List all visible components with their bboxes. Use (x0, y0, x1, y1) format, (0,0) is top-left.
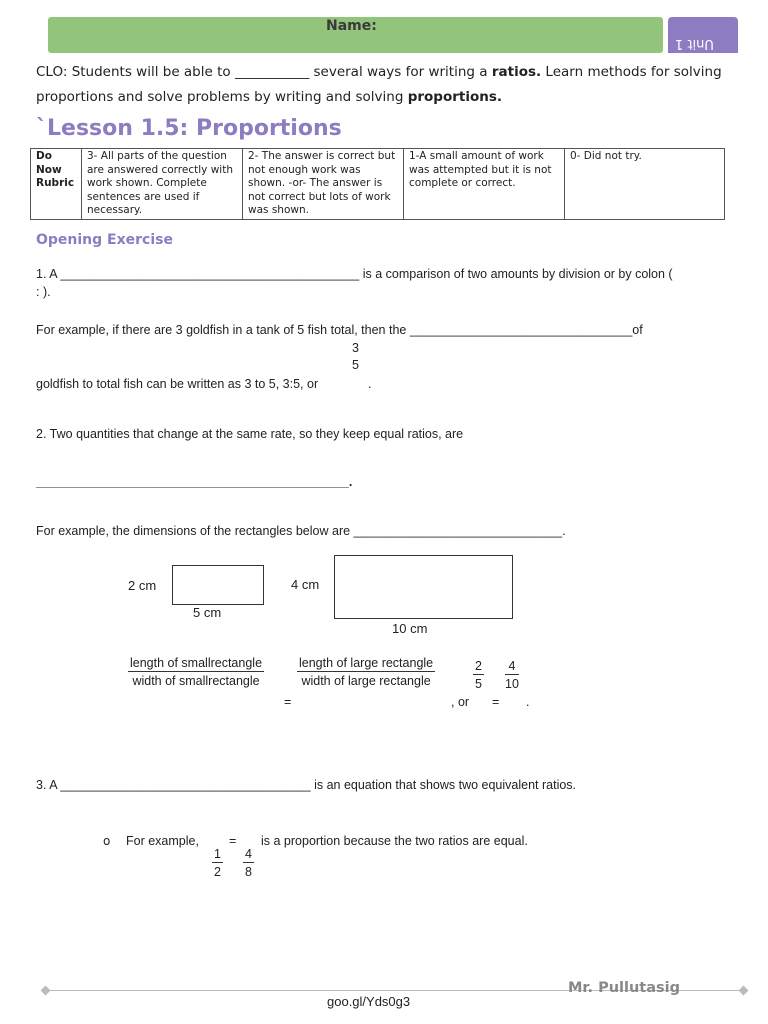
fraction-denominator: 5 (475, 677, 482, 691)
q1-example-b: goldfish to total fish can be written as 3 to 5, 3:5, or (36, 377, 319, 391)
bullet-marker: o (103, 834, 111, 848)
large-rect-width-label: 10 cm (392, 621, 428, 636)
small-rect-height-label: 2 cm (128, 578, 157, 593)
fraction-numerator: 3 (352, 341, 359, 355)
q2-answer-blank: _____________________________________________. (36, 475, 353, 489)
clo-text-1: CLO: Students will be able to ___________ several ways for writing a (36, 64, 492, 80)
large-rect-height-label: 4 cm (291, 577, 320, 592)
fraction-2-5 (473, 659, 484, 691)
rubric-cell-2: 2- The answer is correct but not enough work was shown. -or- The answer is not correct but lots of work was shown. (243, 149, 404, 220)
q3-text: 3. A ____________________________________ is an equation that shows two equivalent ratios. (36, 778, 577, 792)
rubric-cell-0: 0- Did not try. (565, 149, 725, 220)
fraction-denominator: 8 (245, 865, 252, 879)
unit-label: Unit 1 (675, 36, 714, 51)
equals-sign: = (229, 834, 237, 848)
fraction-denominator: 2 (214, 865, 221, 879)
name-label: Name: (326, 18, 377, 34)
clo-bold-ratios: ratios. (491, 64, 542, 80)
fraction-numerator: 4 (505, 659, 519, 675)
lesson-title: `Lesson 1.5: Proportions (36, 116, 342, 141)
q1-line1: 1. A ___________________________________________ is a comparison of two amounts by division or by colon ( (36, 267, 673, 281)
fraction-denominator: 10 (505, 677, 519, 691)
fraction-numerator: 4 (245, 847, 252, 861)
clo-statement (36, 60, 736, 110)
small-ratio-denominator: width of smallrectangle (132, 674, 260, 688)
large-rectangle (334, 555, 513, 619)
rubric-head-cell: Do Now Rubric (31, 149, 82, 220)
fraction-3-5 (350, 341, 361, 372)
q2-example: For example, the dimensions of the rectangles below are ______________________________. (36, 524, 566, 538)
equals-sign: = (284, 695, 292, 709)
fraction-4-8 (243, 847, 254, 879)
rubric-cell-1: 1-A small amount of work was attempted but it is not complete or correct. (404, 149, 565, 220)
diamond-icon (739, 986, 749, 996)
small-rect-width-label: 5 cm (193, 605, 222, 620)
q3-example-post: is a proportion because the two ratios are equal. (261, 834, 528, 848)
diamond-icon (41, 986, 51, 996)
fraction-denominator: 5 (352, 358, 359, 372)
small-rectangle (172, 565, 264, 605)
small-rect-ratio (128, 656, 264, 688)
fraction-numerator: 1 (214, 847, 221, 861)
period-mark: . (526, 695, 530, 709)
fraction-numerator: 2 (475, 659, 482, 673)
q3-example-pre: For example, (126, 834, 199, 848)
footer-link[interactable]: goo.gl/Yds0g3 (327, 994, 411, 1009)
large-rect-ratio (297, 656, 435, 688)
clo-text-2: Learn methods for solving proportions and solve problems by writing and solving (36, 64, 722, 105)
equals-sign: = (492, 695, 500, 709)
author-name: Mr. Pullutasig (568, 980, 680, 996)
q1-example-a: For example, if there are 3 goldfish in a tank of 5 fish total, then the ________________________________of (36, 323, 643, 337)
q1-example-b-end: . (368, 377, 372, 391)
large-ratio-numerator: length of large rectangle (299, 656, 434, 670)
table-row (31, 149, 725, 220)
opening-exercise-heading: Opening Exercise (36, 232, 173, 248)
fraction-1-2 (212, 847, 223, 879)
do-now-rubric-table (30, 148, 725, 220)
rubric-cell-3: 3- All parts of the question are answered correctly with work shown. Complete sentences are used if necessary. (82, 149, 243, 220)
fraction-4-10 (505, 659, 519, 691)
clo-bold-proportions: proportions. (407, 89, 503, 105)
small-ratio-numerator: length of smallrectangle (130, 656, 263, 670)
q1-line2: : ). (36, 285, 51, 299)
or-text: , or (451, 695, 470, 709)
q2-text: 2. Two quantities that change at the same rate, so they keep equal ratios, are (36, 427, 464, 441)
large-ratio-denominator: width of large rectangle (301, 674, 431, 688)
